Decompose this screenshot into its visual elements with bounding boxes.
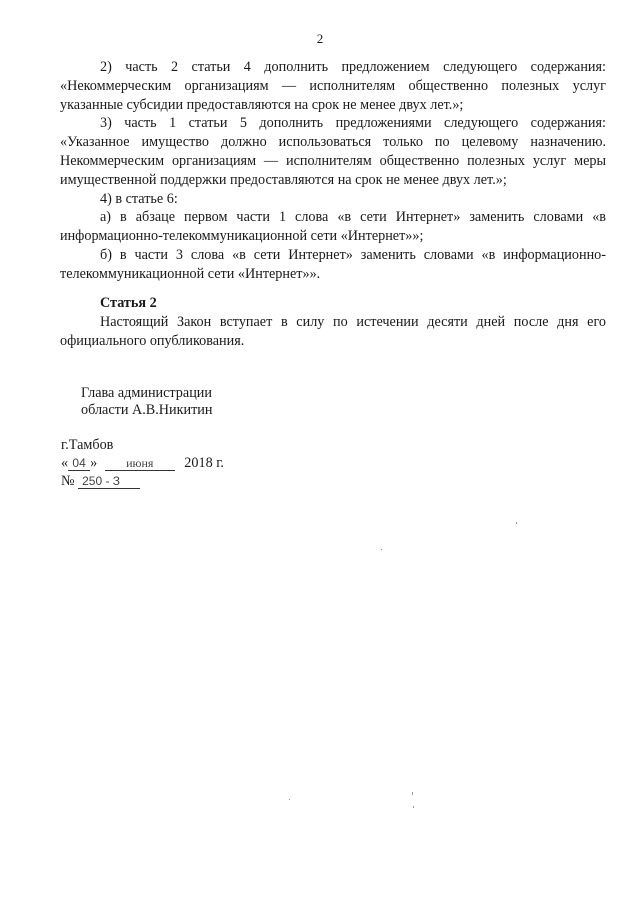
scan-speck bbox=[289, 799, 290, 800]
scan-speck bbox=[516, 522, 517, 524]
date-year: 2018 г. bbox=[184, 455, 224, 471]
paragraph: а) в абзаце первом части 1 слова «в сети Интернет» заменить словами «в информационно-телекоммуникационной сети «Интернет»»; bbox=[60, 209, 606, 245]
signature-position: Глава администрации bbox=[81, 385, 212, 401]
amendments-text bbox=[60, 58, 606, 284]
page-number: 2 bbox=[316, 31, 324, 46]
article-title: Статья 2 bbox=[100, 295, 157, 311]
city: г.Тамбов bbox=[61, 437, 114, 453]
paragraph: б) в части 3 слова «в сети Интернет» заменить словами «в информационно-телекоммуникационной сети «Интернет»». bbox=[60, 246, 606, 282]
date-close-quote: » bbox=[90, 455, 98, 471]
date-line bbox=[61, 455, 224, 472]
article-2 bbox=[60, 294, 606, 350]
signature-name: области А.В.Никитин bbox=[81, 402, 213, 418]
signature-block bbox=[81, 385, 212, 419]
date-open-quote: « bbox=[61, 455, 69, 471]
document-number: 250 - З bbox=[78, 475, 140, 489]
scan-speck bbox=[381, 549, 382, 550]
document-number-line bbox=[61, 473, 140, 490]
paragraph: 2) часть 2 статьи 4 дополнить предложением следующего содержания: «Некоммерческим организациям — исполнителям общественно полезных услуг указанные субсидии предоставляются на срок не менее двух лет.»; bbox=[60, 59, 606, 113]
date-day: 04 bbox=[68, 457, 90, 471]
paragraph: 3) часть 1 статьи 5 дополнить предложениями следующего содержания: «Указанное имущество должно использоваться только по целевому назначению. Некоммерческим организациям — исполнителям общественно полезных услуг меры имущественной поддержки предоставляются на срок не менее двух лет.»; bbox=[60, 115, 606, 188]
date-month: июня bbox=[105, 457, 175, 471]
article-text: Настоящий Закон вступает в силу по истечении десяти дней после дня его официального опубликования. bbox=[60, 313, 606, 349]
number-sign: № bbox=[61, 473, 75, 489]
paragraph: 4) в статье 6: bbox=[100, 190, 178, 207]
scan-speck bbox=[413, 806, 414, 808]
scan-speck bbox=[412, 792, 413, 795]
